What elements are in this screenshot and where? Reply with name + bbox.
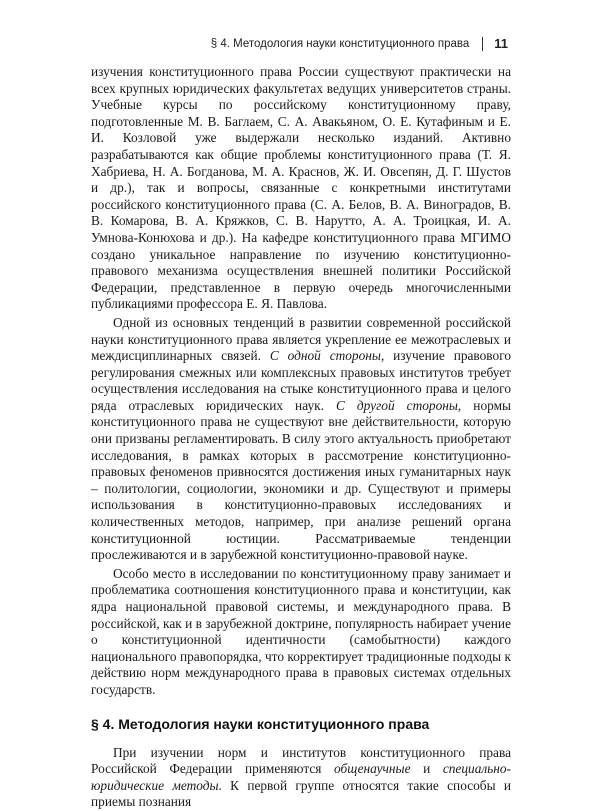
paragraph-2-part-c: , изучение правового регулирования смежных или комплексных правовых институтов требует осуществления исследования на стыке конституционного права и целого ряда отраслевых юридических наук. <box>91 348 512 413</box>
paragraph-2-part-a: Одной из основных тенденций в развитии современной российской науки конституционного права является укрепление ее межотраслевых и междисциплинарных связей. <box>91 314 511 364</box>
paragraph-4-part-a: При изучении норм и институтов конституционного права Российской Федерации применяются <box>91 744 511 777</box>
paragraph-4-part-e: . К первой группе относятся такие способы и приемы познания <box>91 777 511 810</box>
body-text <box>91 64 511 811</box>
emphasis-legal-methods: специально-юридические методы <box>91 761 511 793</box>
emphasis-other-side: С другой стороны <box>335 397 458 413</box>
paragraph-2-part-e: , нормы конституционного права не существуют вне действительности, которую они призваны регламентировать. В силу этого актуальность приобретают исследования, в рамках которых в рассмотрение конституционно-правовых феноменов привносятся достижения иных гуманитарных наук – политологии, социологии, экономики и др. Существуют и примеры использования в конституционно-правовых исследованиях и количественных методов, например, при анализе решений органа конституционной юстиции. Рассматриваемые тенденции прослеживаются и в зарубежной конституционно-правовой науке. <box>91 397 511 563</box>
page-number: 11 <box>494 36 508 51</box>
section-heading: § 4. Методология науки конституционного права <box>91 715 430 732</box>
paragraph-3: Особо место в исследовании по конституционному праву занимает и проблематика соотношения конституционного права и конституции, как ядра национальной правовой системы, и международного права. В российской, как и в зарубежной доктрине, популярность набирает учение о конституционной идентичности (самобытности) каждого национального правопорядка, что корректирует традиционные подходы к действию норм международного права в правовых системах отдельных государств. <box>91 565 511 697</box>
running-header <box>211 36 508 51</box>
emphasis-one-side: С одной стороны <box>269 348 381 364</box>
running-title: § 4. Методология науки конституционного права <box>210 37 470 50</box>
emphasis-general-methods: общенаучные <box>333 761 411 777</box>
paragraph-1: изучения конституционного права России существуют практически на всех крупных юридических факультетах ведущих университетов страны. Учебные курсы по российскому конституционному праву, подготовленные М. В. Баглаем, С. А. Авакьяном, О. Е. Кутафиным и Е. И. Козловой уже выдержали несколько изданий. Активно разрабатываются как общие проблемы конституционного права (Т. Я. Хабриева, Н. А. Богданова, М. А. Краснов, Ж. И. Овсепян, Д. Г. Шустов и др.), так и вопросы, связанные с конкретными институтами российского конституционного права (С. А. Белов, В. А. Виноградов, В. В. Комарова, В. А. Кряжков, С. В. Нарутто, А. А. Троицкая, И. А. Умнова-Конюхова и др.). На кафедре конституционного права МГИМО создано уникальное направление по изучению конституционно-правового механизма осуществления внешней политики Российской Федерации, представленное в первую очередь многочисленными публикациями профессора Е. Я. Павлова. <box>91 64 511 312</box>
paragraph-2 <box>91 315 511 564</box>
paragraph-4 <box>91 745 511 811</box>
header-divider <box>482 37 483 51</box>
paragraph-4-part-c: и <box>410 761 443 777</box>
